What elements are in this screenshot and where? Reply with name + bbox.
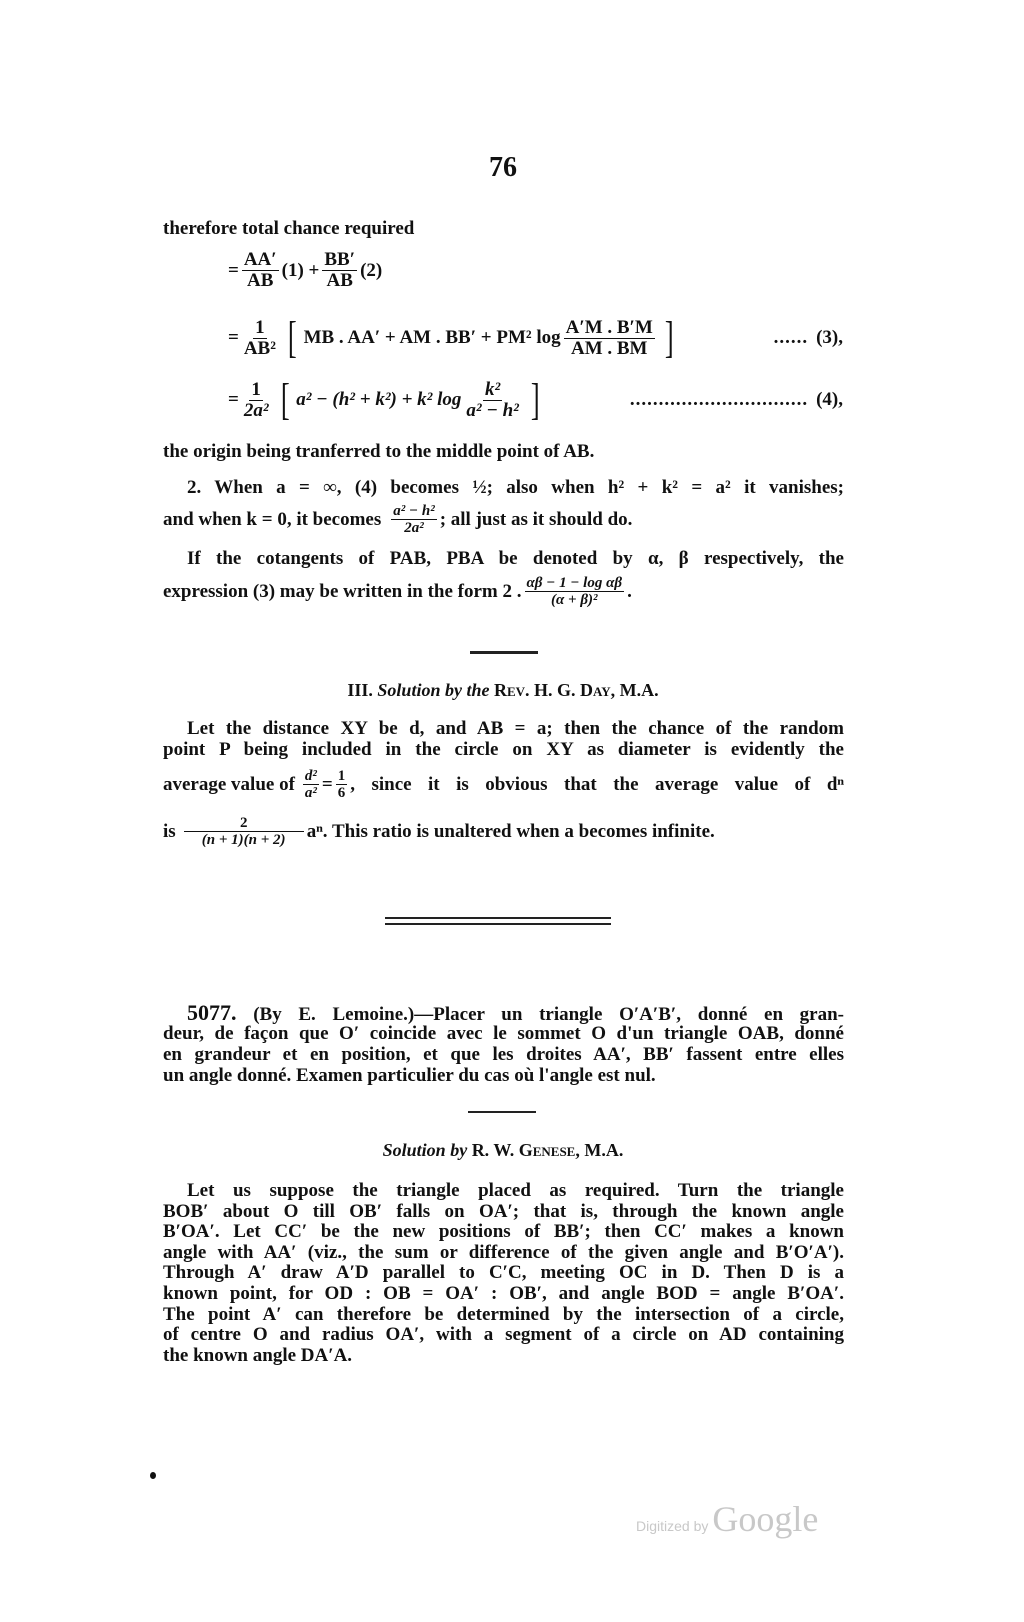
sol3-line-4 — [163, 815, 844, 848]
fraction — [564, 318, 655, 359]
body-line: The point A′ can therefore be determined by the intersection of a circle, — [163, 1303, 844, 1325]
equation-3 — [228, 313, 843, 362]
denominator: 2a² — [404, 520, 424, 536]
numerator: 2 — [184, 815, 304, 832]
body-line: known point, for OD : OB = OA′ : OB′, and angle BOD = angle B′OA′. — [163, 1283, 844, 1304]
heading-author: Rev. H. G. Day, M.A. — [493, 680, 659, 700]
denominator: a² — [304, 785, 317, 801]
eq-sign: = — [228, 259, 239, 281]
eq-body: MB . AA′ + AM . BB′ + PM² log — [303, 327, 561, 348]
left-bracket: [ — [287, 313, 297, 362]
denominator: (α + β)² — [551, 592, 598, 608]
section-divider — [468, 1111, 536, 1113]
sol3-line-3 — [163, 768, 844, 801]
sol3-line-2: point P being included in the circle on XY as diameter is evidently the — [163, 739, 844, 760]
eq-body: a² − (h² + k²) + k² log — [296, 389, 462, 410]
denominator: AB² — [243, 337, 276, 359]
fraction — [391, 503, 436, 536]
solution-3-heading — [0, 680, 1006, 701]
eq-sign: = — [228, 327, 239, 348]
text: ; all just as it should do. — [439, 509, 633, 530]
sol3-line-1: Let the distance XY be d, and AB = a; then the chance of the random — [187, 718, 844, 739]
eq-sign: = — [228, 389, 239, 410]
question-5077-line-1 — [163, 1002, 844, 1023]
leader-dots: ............................... — [629, 389, 809, 410]
numerator: AA′ — [243, 249, 277, 270]
body-line: Let us suppose the triangle placed as required. Turn the triangle — [187, 1180, 844, 1201]
intro-line: therefore total chance required — [163, 218, 415, 239]
text: , since it is obvious that the average value of dⁿ — [350, 774, 844, 795]
equation-1 — [228, 250, 382, 291]
text: and when k = 0, it becomes — [163, 509, 382, 530]
fraction — [303, 768, 319, 801]
numerator: 1 — [337, 768, 346, 784]
text: average value of — [163, 774, 295, 795]
leader-dots: ...... — [773, 327, 809, 348]
numerator: 1 — [255, 316, 265, 338]
question-5077-line-2: deur, de façon que O′ coincide avec le sommet O d'un triangle OAB, donné — [163, 1023, 844, 1044]
numerator: αβ − 1 − log αβ — [526, 575, 623, 591]
denominator: a² − h² — [466, 399, 519, 421]
text: is — [163, 821, 176, 842]
scan-speck — [150, 1472, 156, 1479]
equation-tag: (4), — [816, 389, 843, 410]
eq-term: (1) + — [281, 259, 320, 281]
origin-line: the origin being tranferred to the middle point of AB. — [163, 441, 595, 462]
watermark-prefix: Digitized by — [636, 1518, 709, 1534]
text: aⁿ. This ratio is unaltered when a becomes infinite. — [306, 821, 715, 842]
question-5077-line-3: en grandeur et en position, et que les droites AA′, BB′ fassent entre elles — [163, 1044, 844, 1065]
denominator: AB — [326, 270, 353, 291]
left-bracket: [ — [280, 375, 290, 424]
body-line: Through A′ draw A′D parallel to C′C, meeting OC in D. Then D is a — [163, 1262, 844, 1284]
fraction — [184, 815, 304, 848]
heading-italic: Solution by — [382, 1140, 468, 1160]
eq-term: (2) — [360, 259, 383, 281]
heading-number: III. — [347, 680, 373, 700]
fraction — [242, 318, 278, 359]
fraction — [242, 250, 279, 291]
right-bracket: ] — [530, 375, 540, 424]
text: (By E. Lemoine.)—Placer un triangle O′A′B′, donné en gran- — [253, 1004, 845, 1025]
para-2-line-2 — [163, 503, 844, 536]
page-number: 76 — [489, 152, 517, 183]
fraction — [464, 380, 520, 421]
denominator: AB — [247, 270, 274, 291]
body-line: the known angle DA′A. — [163, 1344, 353, 1366]
fraction — [336, 768, 348, 801]
numerator: a² − h² — [393, 503, 435, 519]
equation-tag: (3), — [816, 327, 843, 348]
numerator: BB′ — [324, 249, 356, 270]
question-number: 5077. — [187, 1000, 237, 1025]
text: . — [627, 581, 632, 602]
heading-author: R. W. Genese, M.A. — [471, 1140, 624, 1160]
denominator: AM . BM — [570, 337, 648, 359]
digitized-by-google-watermark — [636, 1498, 818, 1540]
right-bracket: ] — [664, 313, 674, 362]
section-divider — [470, 651, 538, 654]
para-2-line-1: 2. When a = ∞, (4) becomes ½; also when h² + k² = a² it vanishes; — [187, 477, 844, 498]
numerator: k² — [485, 378, 501, 400]
google-logo: Google — [712, 1499, 819, 1539]
body-line: of centre O and radius OA′, with a segment of a circle on AD containing — [163, 1324, 844, 1346]
equation-4 — [228, 375, 843, 424]
heading-italic: Solution by the — [377, 680, 490, 700]
fraction — [525, 575, 625, 608]
body-line: angle with AA′ (viz., the sum or difference of the given angle and B′O′A′). — [163, 1241, 844, 1263]
fraction — [322, 250, 357, 291]
para-3-line-2 — [163, 575, 844, 608]
double-rule-top — [385, 917, 611, 919]
double-rule-bottom — [385, 923, 611, 925]
fraction — [242, 380, 271, 421]
denominator: (n + 1)(n + 2) — [201, 832, 286, 848]
question-5077-line-4: un angle donné. Examen particulier du cas où l'angle est nul. — [163, 1065, 656, 1086]
body-line: B′OA′. Let CC′ be the new positions of BB′; then CC′ makes a known — [163, 1221, 844, 1243]
eq-sign: = — [321, 774, 333, 795]
numerator: 1 — [251, 378, 261, 400]
solution-genese-heading — [0, 1140, 1006, 1161]
text: expression (3) may be written in the form 2 . — [163, 581, 522, 602]
para-3-line-1: If the cotangents of PAB, PBA be denoted by α, β respectively, the — [187, 548, 844, 569]
body-line: BOB′ about O till OB′ falls on OA′; that is, through the known angle — [163, 1200, 844, 1222]
numerator: d² — [304, 768, 317, 784]
denominator: 2a² — [243, 399, 269, 421]
numerator: A′M . B′M — [565, 316, 653, 338]
denominator: 6 — [337, 785, 346, 801]
